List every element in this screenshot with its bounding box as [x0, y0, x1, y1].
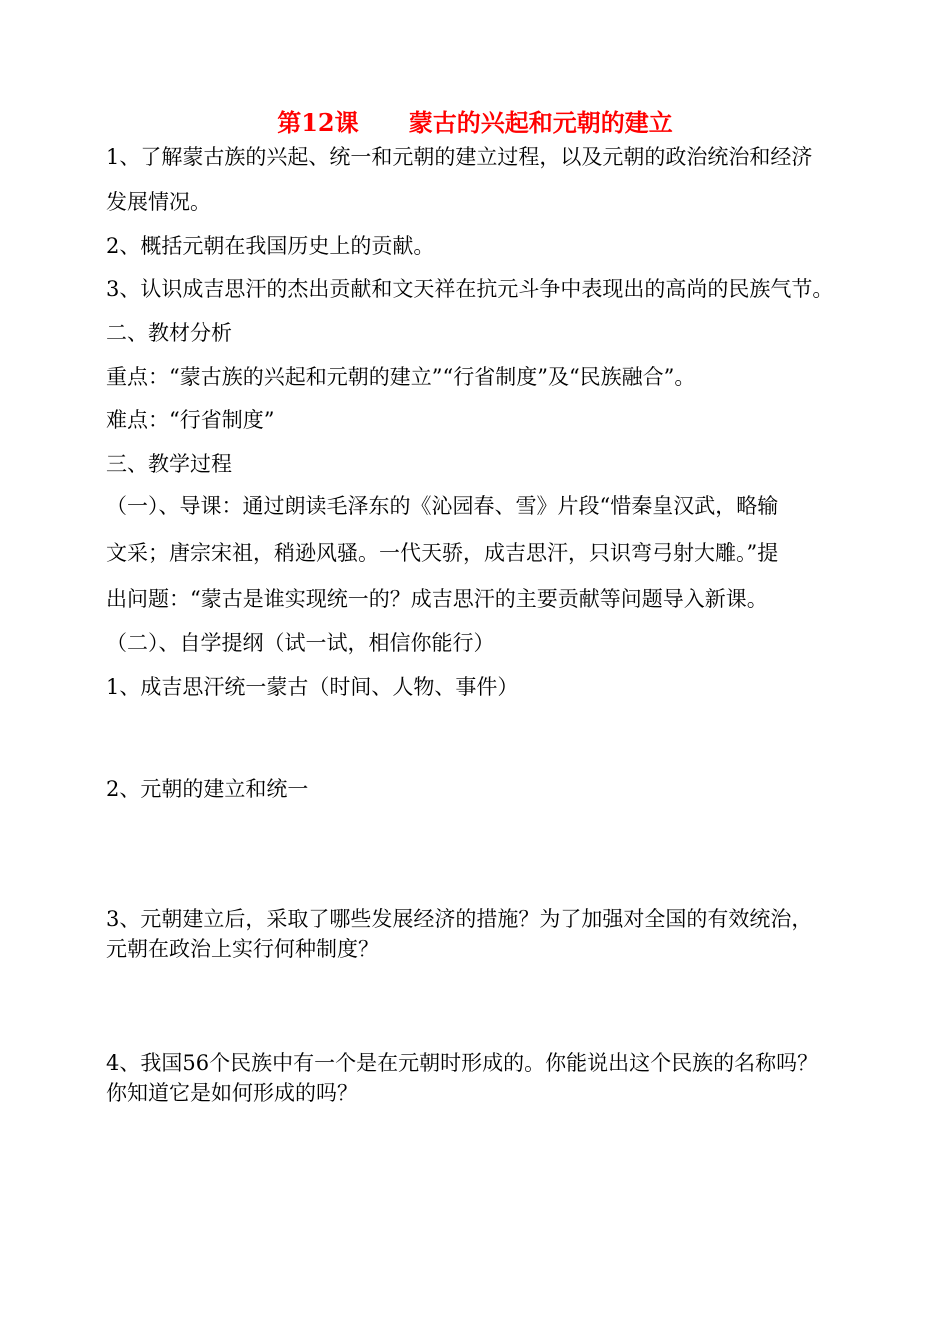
difficulty-points: 难点：“行省制度”: [106, 408, 275, 432]
question-3-line-1: 3、元朝建立后，采取了哪些发展经济的措施？为了加强对全国的有效统治，: [106, 907, 813, 931]
analysis-heading: 二、教材分析: [106, 321, 232, 345]
question-4-line-1: 4、我国56个民族中有一个是在元朝时形成的。你能说出这个民族的名称吗？: [106, 1051, 819, 1075]
objective-2: 2、概括元朝在我国历史上的贡献。: [106, 234, 435, 258]
question-3-line-2: 元朝在政治上实行何种制度？: [106, 937, 379, 961]
objective-3: 3、认识成吉思汗的杰出贡献和文天祥在抗元斗争中表现出的高尚的民族气节。: [106, 277, 834, 301]
intro-line-1: （一）、导课：通过朗读毛泽东的《沁园春、雪》片段“惜秦皇汉武，略输: [106, 494, 779, 518]
key-points: 重点：“蒙古族的兴起和元朝的建立”“行省制度”及“民族融合”。: [106, 365, 696, 389]
question-4-line-2: 你知道它是如何形成的吗？: [106, 1081, 358, 1105]
intro-line-3: 出问题：“蒙古是谁实现统一的？成吉思汗的主要贡献等问题导入新课。: [106, 587, 768, 611]
objective-1-line-1: 1、了解蒙古族的兴起、统一和元朝的建立过程，以及元朝的政治统治和经济: [106, 145, 813, 169]
intro-line-2: 文采；唐宗宋祖，稍逊风骚。一代天骄，成吉思汗，只识弯弓射大雕。”提: [106, 541, 779, 565]
process-heading: 三、教学过程: [106, 452, 232, 476]
question-2: 2、元朝的建立和统一: [106, 777, 309, 801]
lesson-title: 第12课 蒙古的兴起和元朝的建立: [277, 108, 673, 137]
objective-1-line-2: 发展情况。: [106, 190, 211, 214]
selfstudy-heading: （二）、自学提纲（试一试，相信你能行）: [106, 631, 495, 655]
question-1: 1、成吉思汗统一蒙古（时间、人物、事件）: [106, 675, 519, 699]
